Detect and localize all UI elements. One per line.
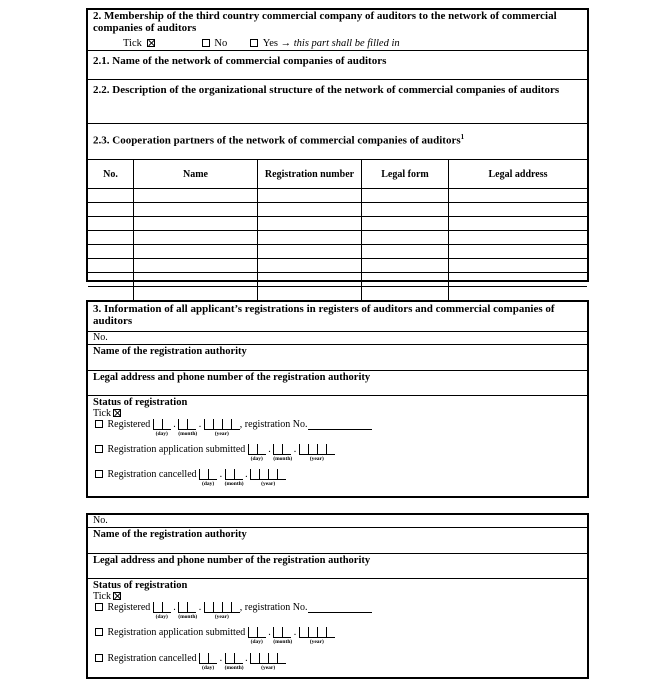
tick-label: Tick: [123, 38, 142, 49]
year-caption: (year): [214, 614, 229, 620]
cancelled-label: Registration cancelled: [107, 469, 197, 480]
network-name-row[interactable]: [88, 51, 587, 80]
status-title: Status of registration: [93, 580, 188, 591]
authority-address-row[interactable]: [88, 554, 587, 579]
table-row[interactable]: [88, 217, 587, 231]
table-row[interactable]: [88, 287, 587, 301]
registration-no-label: No.: [93, 515, 108, 526]
col-name: Name: [134, 160, 258, 189]
col-registration-number: Registration number: [258, 160, 362, 189]
registration-no-row[interactable]: [88, 515, 587, 528]
registered-label: Registered: [107, 602, 151, 613]
col-no: No.: [88, 160, 134, 189]
registrations-section: [86, 300, 589, 498]
table-header: [88, 160, 587, 189]
yes-label: Yes: [262, 38, 278, 49]
cancelled-line: Registration cancelled (day) . (month) . (year): [93, 469, 286, 480]
status-tick-label: Tick: [93, 408, 111, 419]
authority-address-label: Legal address and phone number of the registration authority: [93, 372, 371, 383]
day-field[interactable]: [248, 444, 266, 462]
day-caption: (day): [250, 456, 263, 462]
col-legal-form: Legal form: [362, 160, 449, 189]
cancelled-line: Registration cancelled (day) . (month) . (year): [93, 653, 286, 664]
status-tick-label: Tick: [93, 591, 111, 602]
day-caption: (day): [202, 665, 215, 671]
authority-address-row[interactable]: [88, 371, 587, 396]
col-legal-address: Legal address: [449, 160, 588, 189]
year-field[interactable]: [250, 653, 286, 671]
day-field[interactable]: [153, 419, 171, 437]
year-field[interactable]: [250, 469, 286, 487]
month-field[interactable]: [178, 419, 198, 437]
yes-note: → this part shall be filled in: [280, 38, 400, 49]
tick-checked-icon: [147, 39, 155, 47]
year-caption: (year): [214, 431, 229, 437]
table-row[interactable]: [88, 259, 587, 273]
description-row[interactable]: [88, 80, 587, 124]
yes-checkbox[interactable]: [250, 39, 258, 47]
table-row[interactable]: [88, 189, 587, 203]
no-checkbox[interactable]: [202, 39, 210, 47]
network-membership-section: [86, 8, 589, 282]
reg-no-field[interactable]: [308, 603, 372, 613]
description-label: 2.2. Description of the organizational structure of the network of commercial companies of auditors: [93, 84, 560, 96]
registrations-heading-row: [88, 302, 587, 332]
registration-no-label: No.: [93, 332, 108, 343]
footnote-mark: 1: [460, 133, 465, 141]
day-caption: (day): [155, 614, 168, 620]
cancelled-checkbox[interactable]: [95, 470, 103, 478]
cooperation-text: 2.3. Cooperation partners of the network of commercial companies of auditors: [93, 134, 461, 147]
registration-no-row[interactable]: [88, 332, 587, 345]
reg-no-field[interactable]: [308, 420, 372, 430]
month-caption: (month): [224, 481, 244, 487]
cooperation-label: [93, 133, 582, 147]
authority-name-label: Name of the registration authority: [93, 346, 247, 357]
month-caption: (month): [224, 665, 244, 671]
day-caption: (day): [250, 639, 263, 645]
year-field[interactable]: [204, 419, 240, 437]
registered-line: Registered (day) . (month) . (year) , registration No.: [93, 602, 372, 613]
membership-row: [88, 10, 587, 51]
no-label: No: [214, 38, 228, 49]
month-caption: (month): [178, 614, 198, 620]
month-field[interactable]: [273, 444, 293, 462]
month-caption: (month): [178, 431, 198, 437]
day-field[interactable]: [153, 602, 171, 620]
year-field[interactable]: [299, 444, 335, 462]
year-caption: (year): [309, 456, 324, 462]
year-caption: (year): [261, 665, 276, 671]
day-caption: (day): [202, 481, 215, 487]
year-field[interactable]: [299, 627, 335, 645]
application-label: Registration application submitted: [107, 627, 246, 638]
reg-no-label: , registration No.: [239, 419, 308, 430]
application-checkbox[interactable]: [95, 628, 103, 636]
membership-heading: 2. Membership of the third country commercial company of auditors to the network of commercial companies of auditors: [93, 10, 557, 34]
cancelled-label: Registration cancelled: [107, 653, 197, 664]
registered-label: Registered: [107, 419, 151, 430]
tick-checked-icon: [113, 592, 121, 600]
year-caption: (year): [309, 639, 324, 645]
registered-line: Registered (day) . (month) . (year) , registration No.: [93, 419, 372, 430]
application-line: Registration application submitted (day) . (month) . (year): [93, 627, 335, 638]
registrations-heading: 3. Information of all applicant’s registrations in registers of auditors and commercial companies of auditors: [93, 303, 555, 327]
day-field[interactable]: [199, 653, 217, 671]
tick-checked-icon: [113, 409, 121, 417]
month-field[interactable]: [224, 653, 244, 671]
authority-name-row[interactable]: [88, 345, 587, 371]
day-field[interactable]: [248, 627, 266, 645]
application-label: Registration application submitted: [107, 444, 246, 455]
table-row[interactable]: [88, 273, 587, 287]
status-tick: [93, 408, 582, 419]
table-row[interactable]: [88, 203, 587, 217]
year-field[interactable]: [204, 602, 240, 620]
cooperation-partners-table: [88, 160, 587, 300]
month-field[interactable]: [273, 627, 293, 645]
day-field[interactable]: [199, 469, 217, 487]
day-caption: (day): [155, 431, 168, 437]
table-row[interactable]: [88, 245, 587, 259]
application-checkbox[interactable]: [95, 445, 103, 453]
membership-options: [93, 38, 582, 49]
status-tick: [93, 591, 582, 602]
month-caption: (month): [273, 639, 293, 645]
network-name-label: 2.1. Name of the network of commercial companies of auditors: [93, 55, 387, 67]
registration-block-2: [86, 513, 589, 679]
application-line: Registration application submitted (day) . (month) . (year): [93, 444, 335, 455]
authority-name-label: Name of the registration authority: [93, 529, 247, 540]
month-field[interactable]: [224, 469, 244, 487]
registered-checkbox[interactable]: [95, 603, 103, 611]
authority-address-label: Legal address and phone number of the registration authority: [93, 555, 371, 566]
status-title: Status of registration: [93, 397, 188, 408]
month-field[interactable]: [178, 602, 198, 620]
year-caption: (year): [261, 481, 276, 487]
registered-checkbox[interactable]: [95, 420, 103, 428]
cancelled-checkbox[interactable]: [95, 654, 103, 662]
cooperation-row: [88, 124, 587, 160]
month-caption: (month): [273, 456, 293, 462]
reg-no-label: , registration No.: [239, 602, 308, 613]
authority-name-row[interactable]: [88, 528, 587, 554]
table-row[interactable]: [88, 231, 587, 245]
